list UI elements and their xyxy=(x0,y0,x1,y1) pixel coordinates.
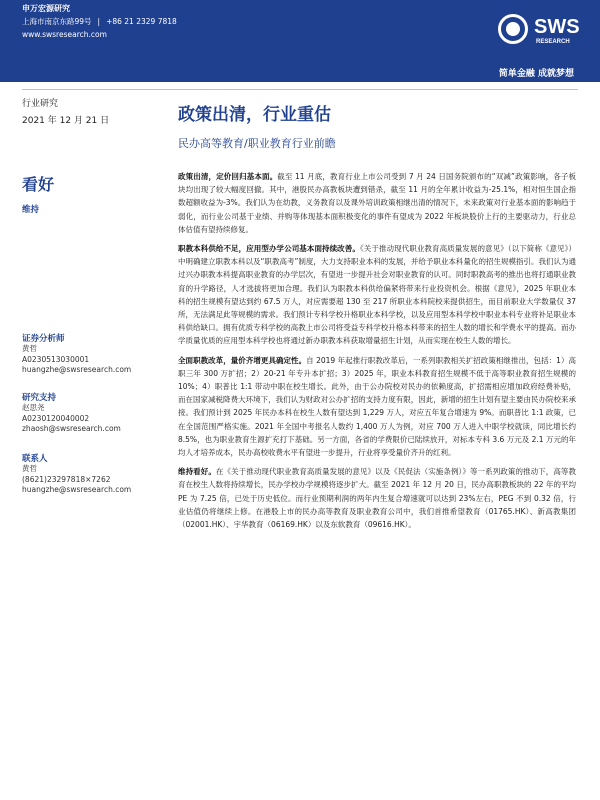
address: 上海市南京东路99号 xyxy=(22,17,92,26)
paragraph-lead: 职教本科供给不足，应用型办学公司基本面持续改善。 xyxy=(178,244,360,254)
analyst-name: 黄哲 xyxy=(22,344,37,353)
support-title: 研究支持 xyxy=(22,393,57,403)
phone: +86 21 2329 7818 xyxy=(106,17,177,26)
analyst-email[interactable]: huangzhe@swsresearch.com xyxy=(22,365,132,374)
website-link[interactable]: www.swsresearch.com xyxy=(22,30,107,39)
rating-change: 维持 xyxy=(22,205,40,215)
address-row xyxy=(22,16,183,27)
report-meta xyxy=(22,96,142,126)
report-type: 行业研究 xyxy=(22,99,59,109)
rating: 看好 xyxy=(22,175,55,194)
support-block xyxy=(22,391,121,435)
tagline: 简单金融 成就梦想 xyxy=(498,69,574,79)
analyst-id: A0230513030001 xyxy=(22,354,90,364)
paragraph-lead: 维持看好。 xyxy=(178,467,216,477)
report-title: 政策出清，行业重估 xyxy=(178,105,331,125)
support-name: 赵思尧 xyxy=(22,403,45,412)
paragraph-rating xyxy=(178,465,576,531)
divider xyxy=(22,89,578,90)
report-body xyxy=(178,170,576,537)
paragraph-reform xyxy=(178,354,576,460)
paragraph-text: 在《关于推动现代职业教育高质量发展的意见》以及《民促法（实施条例）》等一系列政策的推动下，高等教育在校生人数将持续增长，民办学校办学规模将逐步扩大。截至 2021 年 12 月 20 日，民办高职教板块的 22 年的平均 PE 为 7.25 倍，已处于历史低位。而行业预期利润的两年内生复合增速就可以达到 23%左右，PEG 不到 0.32 倍，行业估值仍将继续上修。在港股上市的民办高等教育及职业教育公司中，我们首推希望教育（01765.HK）、新高教集团（02001.HK）、宇华教育（06169.HK）以及东软教育（09616.HK）。 xyxy=(178,467,577,530)
contact-phone: (8621)23297818×7262 xyxy=(22,474,111,484)
logo-subtext: RESEARCH xyxy=(536,39,570,45)
analyst-title: 证券分析师 xyxy=(22,334,65,344)
contact-name: 黄哲 xyxy=(22,464,37,473)
sws-logo xyxy=(498,2,588,62)
separator-bar: | xyxy=(97,17,101,26)
logo-mark-icon xyxy=(498,14,528,44)
paragraph-policy xyxy=(178,170,576,236)
support-id: A0230120040002 xyxy=(22,413,90,423)
paragraph-lead: 政策出清，定价回归基本面。 xyxy=(178,172,278,181)
report-date: 2021 年 12 月 21 日 xyxy=(22,116,110,126)
header-banner xyxy=(0,0,600,64)
contact-email[interactable]: huangzhe@swsresearch.com xyxy=(22,485,132,494)
paragraph-text: 截至 11 月底，教育行业上市公司受到 7 月 24 日国务院颁布的“双减”政策影响，各子板块均出现了较大幅度回撤。其中，港股民办高教板块遭到错杀，截至 11 月的全年累计收益为-25.1%，相对恒生国企指数超额收益为-3%。我们认为在幼教，义务教育以及课外培训政策相继出清的情况下，未来政策对行业基本面的影响趋于弱化，而行业公司基于业绩、并购等体现基本面积极变化的事件有望成为 2022 年板块股价上行的主要驱动力，行业总体估值有望持续修复。 xyxy=(178,172,576,234)
analyst-block xyxy=(22,332,131,376)
paragraph-vocational-undergrad xyxy=(178,242,576,348)
company-name: 申万宏源研究 xyxy=(22,4,70,13)
paragraph-text: 自 2019 年起推行职教改革后，一系列职教相关扩招政策相继推出，包括：1）高职三年 300 万扩招；2）20-21 年专升本扩招；3）2025 年，职业本科教育招生规模不低于高等职业教育招生规模的 10%；4）职普比 1:1 带动中职在校生增长。此外，由于公办院校对民办的依赖度高，扩招需相应增加政府经费补贴，而在国家减税降费大环境下，我们认为财政对公办扩招的支持力度有限，因此，新增的招生计划有望主要由民办院校来承接。我们预计到 2025 年民办本科在校生人数有望达到 1,229 万人，对应五年复合增速为 9%。而职普比 1:1 政策，已在全国范围严格实施。2021 年全国中考报名人数约 1,400 万人为例，对应 700 万人进入中职学校就读，同比增长约 8.5%，也为职业教育生源扩充打下基础。另一方面，各省的学费限价已陆续放开，对标本专科 3.6 万元及 2.1 万元的年均人才培养成本，民办高校收费水平有望进一步提升，行业将享受量价齐升的红利。 xyxy=(178,355,576,458)
paragraph-lead: 全面职教改革，量价齐增更具确定性。 xyxy=(178,355,307,365)
logo-text: SWS xyxy=(534,16,580,38)
contact-title: 联系人 xyxy=(22,454,48,464)
paragraph-text: 《关于推动现代职业教育高质量发展的意见》（以下简称《意见》）中明确建立职教本科以及“职教高考”制度，大力支持职业本科的发展，并给予职业本科量化的招生规模指引。我们认为通过兴办职教本科提高职业教育的办学层次，有望进一步提升社会对职业教育的认可。同时职教高考的推出也将打通职业教育的升学路径，人才选拔将更加合理。我们认为职教本科供给偏紧将带来行业投资机会。根据《意见》，2025 年职业本科的招生规模有望达到约 67.5 万人，对应需要超 130 至 217 所职业本科院校来提供招生，而目前职业大学数量仅 37 所，无法满足此等规模的需求。我们预计专科学校升格职业本科学校，以及应用型本科学校中职业本科专业将补足职业本科供给缺口。拥有优质专科学校的高教上市公司将受益专科学校升格本科带来的招生人数的增长和学费水平的提高。而办学质量优质的应用型本科学校也将通过新办职教本科获取增量招生计划，从而实现在校生人数的增长。 xyxy=(178,244,577,346)
contact-block xyxy=(22,452,131,496)
support-email[interactable]: zhaosh@swsresearch.com xyxy=(22,424,121,433)
tagline-bar xyxy=(0,64,600,82)
report-subtitle: 民办高等教育/职业教育行业前瞻 xyxy=(178,137,336,150)
